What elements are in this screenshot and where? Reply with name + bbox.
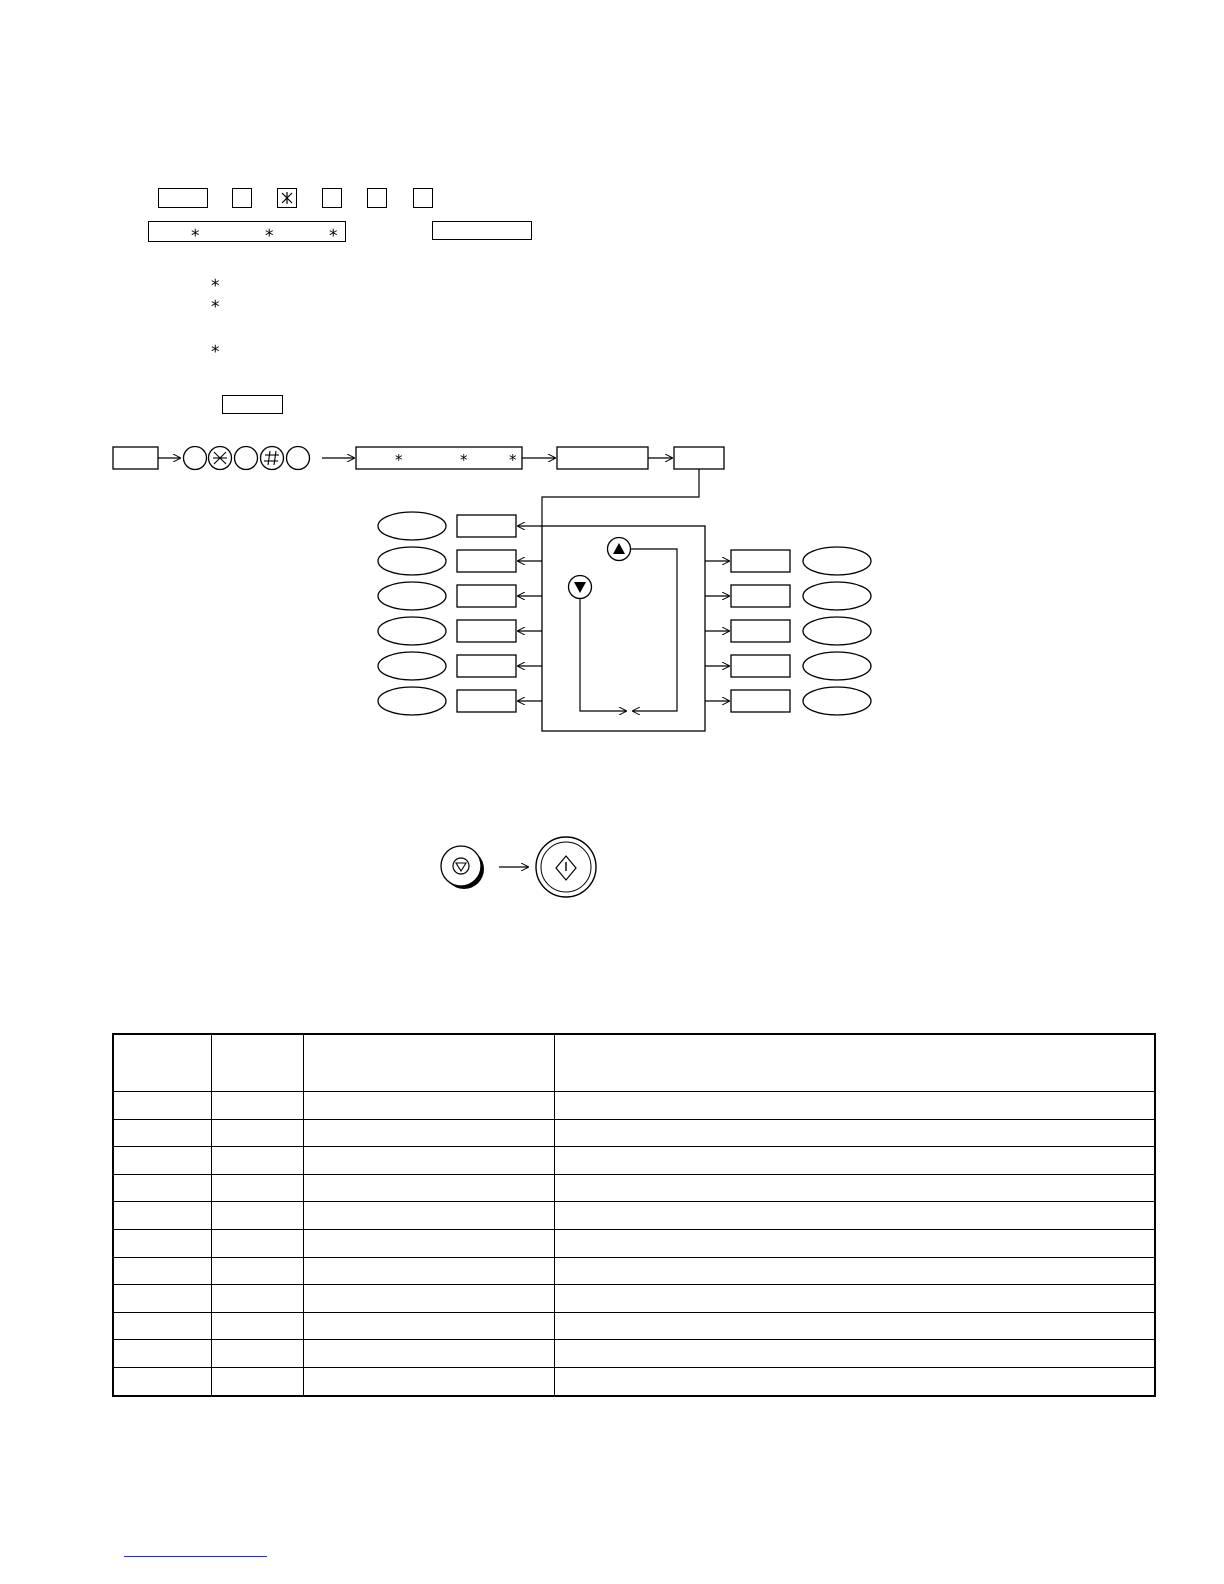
right-item-oval-2 bbox=[803, 582, 871, 610]
table-cell bbox=[554, 1367, 1155, 1395]
table-header-4 bbox=[554, 1034, 1155, 1092]
table-cell bbox=[113, 1147, 211, 1175]
table-cell bbox=[554, 1202, 1155, 1230]
table-cell bbox=[113, 1340, 211, 1368]
table-cell bbox=[211, 1092, 303, 1120]
table-row bbox=[113, 1174, 1155, 1202]
table-cell bbox=[303, 1367, 554, 1395]
left-item-oval-1 bbox=[378, 512, 446, 540]
table-row bbox=[113, 1367, 1155, 1395]
bullet-star-1: ⁎ bbox=[211, 271, 220, 291]
table-cell bbox=[211, 1312, 303, 1340]
table-cell bbox=[113, 1367, 211, 1395]
flow-circle-key-3 bbox=[287, 447, 310, 470]
right-item-box-4 bbox=[731, 655, 790, 677]
table-cell bbox=[113, 1285, 211, 1313]
flow-enter-box bbox=[674, 447, 724, 469]
table-row bbox=[113, 1092, 1155, 1120]
flow-circle-key-2 bbox=[235, 447, 258, 470]
table-cell bbox=[113, 1229, 211, 1257]
left-item-oval-2 bbox=[378, 547, 446, 575]
table-cell bbox=[554, 1174, 1155, 1202]
table-cell bbox=[211, 1147, 303, 1175]
table-cell bbox=[211, 1174, 303, 1202]
flow-circle-key-hash bbox=[261, 447, 284, 470]
table-cell bbox=[303, 1285, 554, 1313]
bullet-star-2: ⁎ bbox=[211, 292, 220, 312]
stop-button bbox=[441, 846, 484, 889]
table-header-2 bbox=[211, 1034, 303, 1092]
flow-circle-key-1 bbox=[184, 447, 207, 470]
right-items bbox=[705, 547, 871, 715]
left-item-box-3 bbox=[457, 585, 516, 607]
table-cell bbox=[554, 1092, 1155, 1120]
table-cell bbox=[554, 1312, 1155, 1340]
table-cell bbox=[211, 1340, 303, 1368]
table-cell bbox=[554, 1147, 1155, 1175]
left-item-box-2 bbox=[457, 550, 516, 572]
flow-display-star-2: * bbox=[460, 451, 468, 469]
table-row bbox=[113, 1147, 1155, 1175]
table-cell bbox=[113, 1312, 211, 1340]
left-item-box-5 bbox=[457, 655, 516, 677]
right-item-box-1 bbox=[731, 550, 790, 572]
table-cell bbox=[211, 1285, 303, 1313]
bullet-star-3: ⁎ bbox=[211, 337, 220, 357]
left-item-box-6 bbox=[457, 690, 516, 712]
right-item-oval-1 bbox=[803, 547, 871, 575]
table-cell bbox=[554, 1340, 1155, 1368]
star-icon bbox=[213, 452, 227, 464]
table-cell bbox=[554, 1285, 1155, 1313]
table-row bbox=[113, 1285, 1155, 1313]
table-cell bbox=[113, 1092, 211, 1120]
table-row bbox=[113, 1202, 1155, 1230]
left-item-oval-4 bbox=[378, 617, 446, 645]
right-item-oval-5 bbox=[803, 687, 871, 715]
right-item-box-5 bbox=[731, 690, 790, 712]
table-cell bbox=[303, 1312, 554, 1340]
right-item-box-3 bbox=[731, 620, 790, 642]
table-cell bbox=[303, 1202, 554, 1230]
flow-start-box bbox=[113, 447, 158, 469]
flow-display-star-1: * bbox=[395, 451, 403, 469]
table-body bbox=[113, 1092, 1155, 1396]
table-cell bbox=[554, 1257, 1155, 1285]
table-cell bbox=[303, 1119, 554, 1147]
table-cell bbox=[211, 1202, 303, 1230]
table-cell bbox=[303, 1092, 554, 1120]
left-item-box-1 bbox=[457, 515, 516, 537]
start-button bbox=[536, 837, 596, 897]
table-cell bbox=[554, 1229, 1155, 1257]
table-cell bbox=[113, 1202, 211, 1230]
table-row bbox=[113, 1119, 1155, 1147]
right-item-oval-4 bbox=[803, 652, 871, 680]
table-cell bbox=[211, 1257, 303, 1285]
flow-result-box bbox=[557, 447, 648, 469]
table-cell bbox=[113, 1257, 211, 1285]
footer-link-underline[interactable] bbox=[124, 1556, 267, 1557]
table-cell bbox=[211, 1119, 303, 1147]
display-star-3: ⁎ bbox=[329, 221, 338, 241]
table-cell bbox=[303, 1174, 554, 1202]
table-cell bbox=[303, 1147, 554, 1175]
right-item-oval-3 bbox=[803, 617, 871, 645]
table-cell bbox=[303, 1229, 554, 1257]
table-header-3 bbox=[303, 1034, 554, 1092]
table-cell bbox=[113, 1119, 211, 1147]
settings-table bbox=[112, 1033, 1156, 1397]
flow-display-box bbox=[356, 447, 522, 469]
table-cell bbox=[211, 1367, 303, 1395]
table-header-row bbox=[113, 1034, 1155, 1092]
table-row bbox=[113, 1229, 1155, 1257]
flow-display-star-3: * bbox=[509, 451, 517, 469]
left-item-oval-5 bbox=[378, 652, 446, 680]
right-item-box-2 bbox=[731, 585, 790, 607]
display-star-2: ⁎ bbox=[265, 221, 274, 241]
left-item-oval-6 bbox=[378, 687, 446, 715]
table-row bbox=[113, 1312, 1155, 1340]
table-cell bbox=[303, 1340, 554, 1368]
table-row bbox=[113, 1340, 1155, 1368]
table-row bbox=[113, 1257, 1155, 1285]
left-items bbox=[378, 512, 542, 715]
left-item-box-4 bbox=[457, 620, 516, 642]
table-cell bbox=[554, 1119, 1155, 1147]
table-cell bbox=[303, 1257, 554, 1285]
left-item-oval-3 bbox=[378, 582, 446, 610]
table-cell bbox=[113, 1174, 211, 1202]
hash-icon bbox=[264, 451, 279, 465]
display-star-1: ⁎ bbox=[191, 221, 200, 241]
table-header-1 bbox=[113, 1034, 211, 1092]
table-cell bbox=[211, 1229, 303, 1257]
